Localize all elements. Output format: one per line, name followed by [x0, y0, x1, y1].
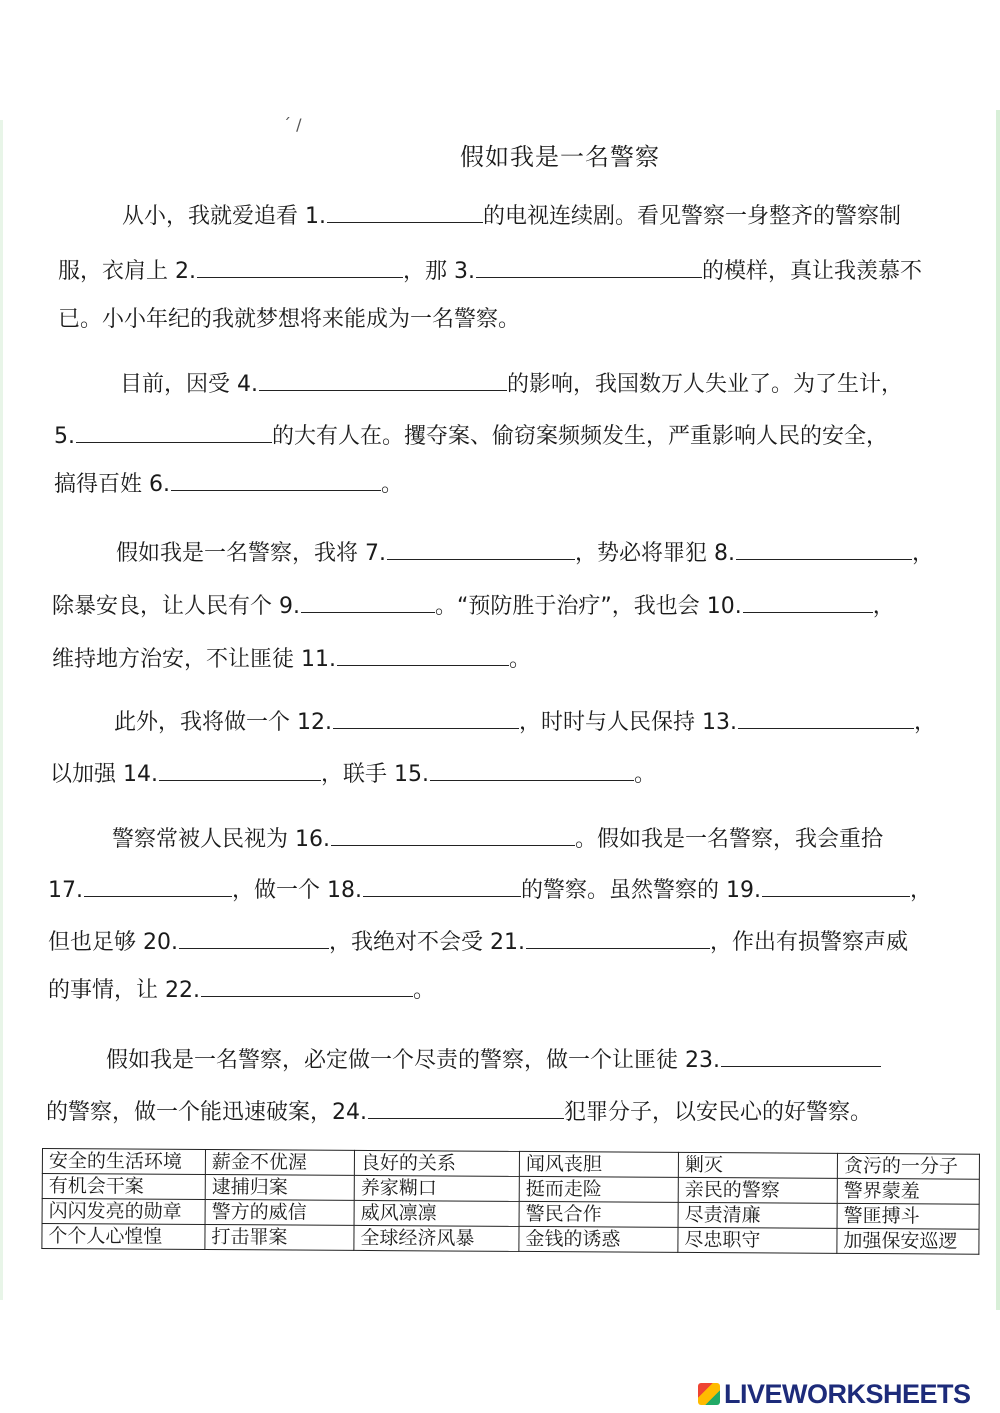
blank-5[interactable]: [76, 420, 272, 443]
p4-line1: 此外，我将做一个 12. ，时时与人民保持 13. ，: [114, 706, 936, 738]
p5-line3: 但也足够 20. ，我绝对不会受 21. ，作出有损警察声威: [48, 926, 908, 958]
logo-text: LIVEWORKSHEETS: [724, 1378, 971, 1409]
blank-14[interactable]: [159, 758, 321, 781]
blank-20[interactable]: [179, 926, 329, 949]
word-bank-cell: 个个人心惶惶: [42, 1224, 205, 1250]
p2-line3: 搞得百姓 6. 。: [54, 468, 403, 500]
blank-1[interactable]: [327, 200, 483, 223]
blank-12[interactable]: [333, 706, 519, 729]
word-bank-cell: 打击罪案: [205, 1224, 354, 1250]
blank-17[interactable]: [84, 874, 232, 897]
p6-line2: 的警察，做一个能迅速破案，24. 犯罪分子，以安民心的好警察。: [46, 1096, 872, 1128]
word-bank-cell: 挺而走险: [519, 1176, 678, 1202]
scan-speck: ˊ /: [283, 115, 302, 134]
blank-23[interactable]: [721, 1044, 881, 1067]
blank-19[interactable]: [762, 874, 910, 897]
word-bank-cell: 安全的生活环境: [42, 1149, 205, 1175]
word-bank-cell: 有机会干案: [42, 1174, 205, 1200]
word-bank-table: [41, 1148, 980, 1255]
scan-edge-right: [996, 110, 1000, 1310]
p1-line2: 服，衣肩上 2. ，那 3. 的模样，真让我羡慕不: [58, 255, 922, 287]
p1-line1: 从小，我就爱追看 1. 的电视连续剧。看见警察一身整齐的警察制: [122, 200, 901, 232]
word-bank-cell: 警民合作: [519, 1201, 678, 1227]
word-bank-cell: 养家糊口: [354, 1175, 519, 1201]
word-bank-cell: 贪污的一分子: [837, 1153, 979, 1179]
word-bank-cell: 亲民的警察: [678, 1177, 837, 1203]
blank-3[interactable]: [476, 255, 702, 278]
blank-15[interactable]: [430, 758, 634, 781]
p6-line1: 假如我是一名警察，必定做一个尽责的警察，做一个让匪徒 23.: [106, 1044, 881, 1076]
blank-18[interactable]: [363, 874, 521, 897]
word-bank-cell: 警匪搏斗: [837, 1203, 979, 1229]
p5-line1: 警察常被人民视为 16. 。假如我是一名警察，我会重拾: [112, 823, 883, 855]
blank-24[interactable]: [368, 1096, 564, 1119]
word-bank-cell: 闻风丧胆: [519, 1151, 678, 1177]
word-bank-cell: 金钱的诱惑: [519, 1226, 678, 1252]
blank-6[interactable]: [171, 468, 381, 491]
blank-21[interactable]: [526, 926, 710, 949]
p3-line3: 维持地方治安，不让匪徒 11. 。: [52, 643, 531, 675]
word-bank-cell: 威风凛凛: [354, 1200, 519, 1226]
blank-2[interactable]: [197, 255, 403, 278]
word-bank-row: [42, 1224, 979, 1255]
blank-22[interactable]: [201, 974, 413, 997]
p5-line4: 的事情，让 22. 。: [48, 974, 435, 1006]
word-bank-cell: 闪闪发亮的勋章: [42, 1199, 205, 1225]
p2-line1: 目前，因受 4. 的影响，我国数万人失业了。为了生计，: [120, 368, 903, 400]
blank-4[interactable]: [259, 368, 507, 391]
blank-11[interactable]: [337, 643, 509, 666]
word-bank-cell: 加强保安巡逻: [837, 1228, 979, 1254]
blank-9[interactable]: [301, 590, 435, 613]
word-bank-cell: 良好的关系: [354, 1150, 519, 1176]
p2-line2: 5. 的大有人在。攫夺案、偷窃案频频发生，严重影响人民的安全，: [54, 420, 888, 452]
scan-edge-left: [0, 120, 3, 1300]
p3-line1: 假如我是一名警察，我将 7. ，势必将罪犯 8. ，: [116, 537, 934, 569]
blank-16[interactable]: [331, 823, 575, 846]
word-bank-cell: 尽忠职守: [678, 1227, 837, 1253]
p4-line2: 以加强 14. ，联手 15. 。: [50, 758, 656, 790]
p3-line2: 除暴安良，让人民有个 9. 。“预防胜于治疗”，我也会 10. ，: [52, 590, 895, 622]
word-bank-cell: 剿灭: [678, 1152, 837, 1178]
blank-13[interactable]: [738, 706, 914, 729]
blank-8[interactable]: [736, 537, 912, 560]
p1-line3: 已。小小年纪的我就梦想将来能成为一名警察。: [58, 307, 521, 332]
word-bank-cell: 薪金不优渥: [205, 1149, 354, 1175]
page-title: 假如我是一名警察: [460, 143, 660, 171]
word-bank-cell: 警方的威信: [205, 1199, 354, 1225]
word-bank-cell: 全球经济风暴: [354, 1225, 519, 1251]
blank-10[interactable]: [743, 590, 873, 613]
liveworksheets-logo-icon: [698, 1383, 720, 1405]
word-bank-cell: 警界蒙羞: [837, 1178, 979, 1204]
liveworksheets-logo[interactable]: [698, 1377, 971, 1411]
p5-line2: 17. ，做一个 18. 的警察。虽然警察的 19. ，: [48, 874, 932, 906]
word-bank-cell: 尽责清廉: [678, 1202, 837, 1228]
blank-7[interactable]: [387, 537, 575, 560]
word-bank-cell: 逮捕归案: [205, 1174, 354, 1200]
